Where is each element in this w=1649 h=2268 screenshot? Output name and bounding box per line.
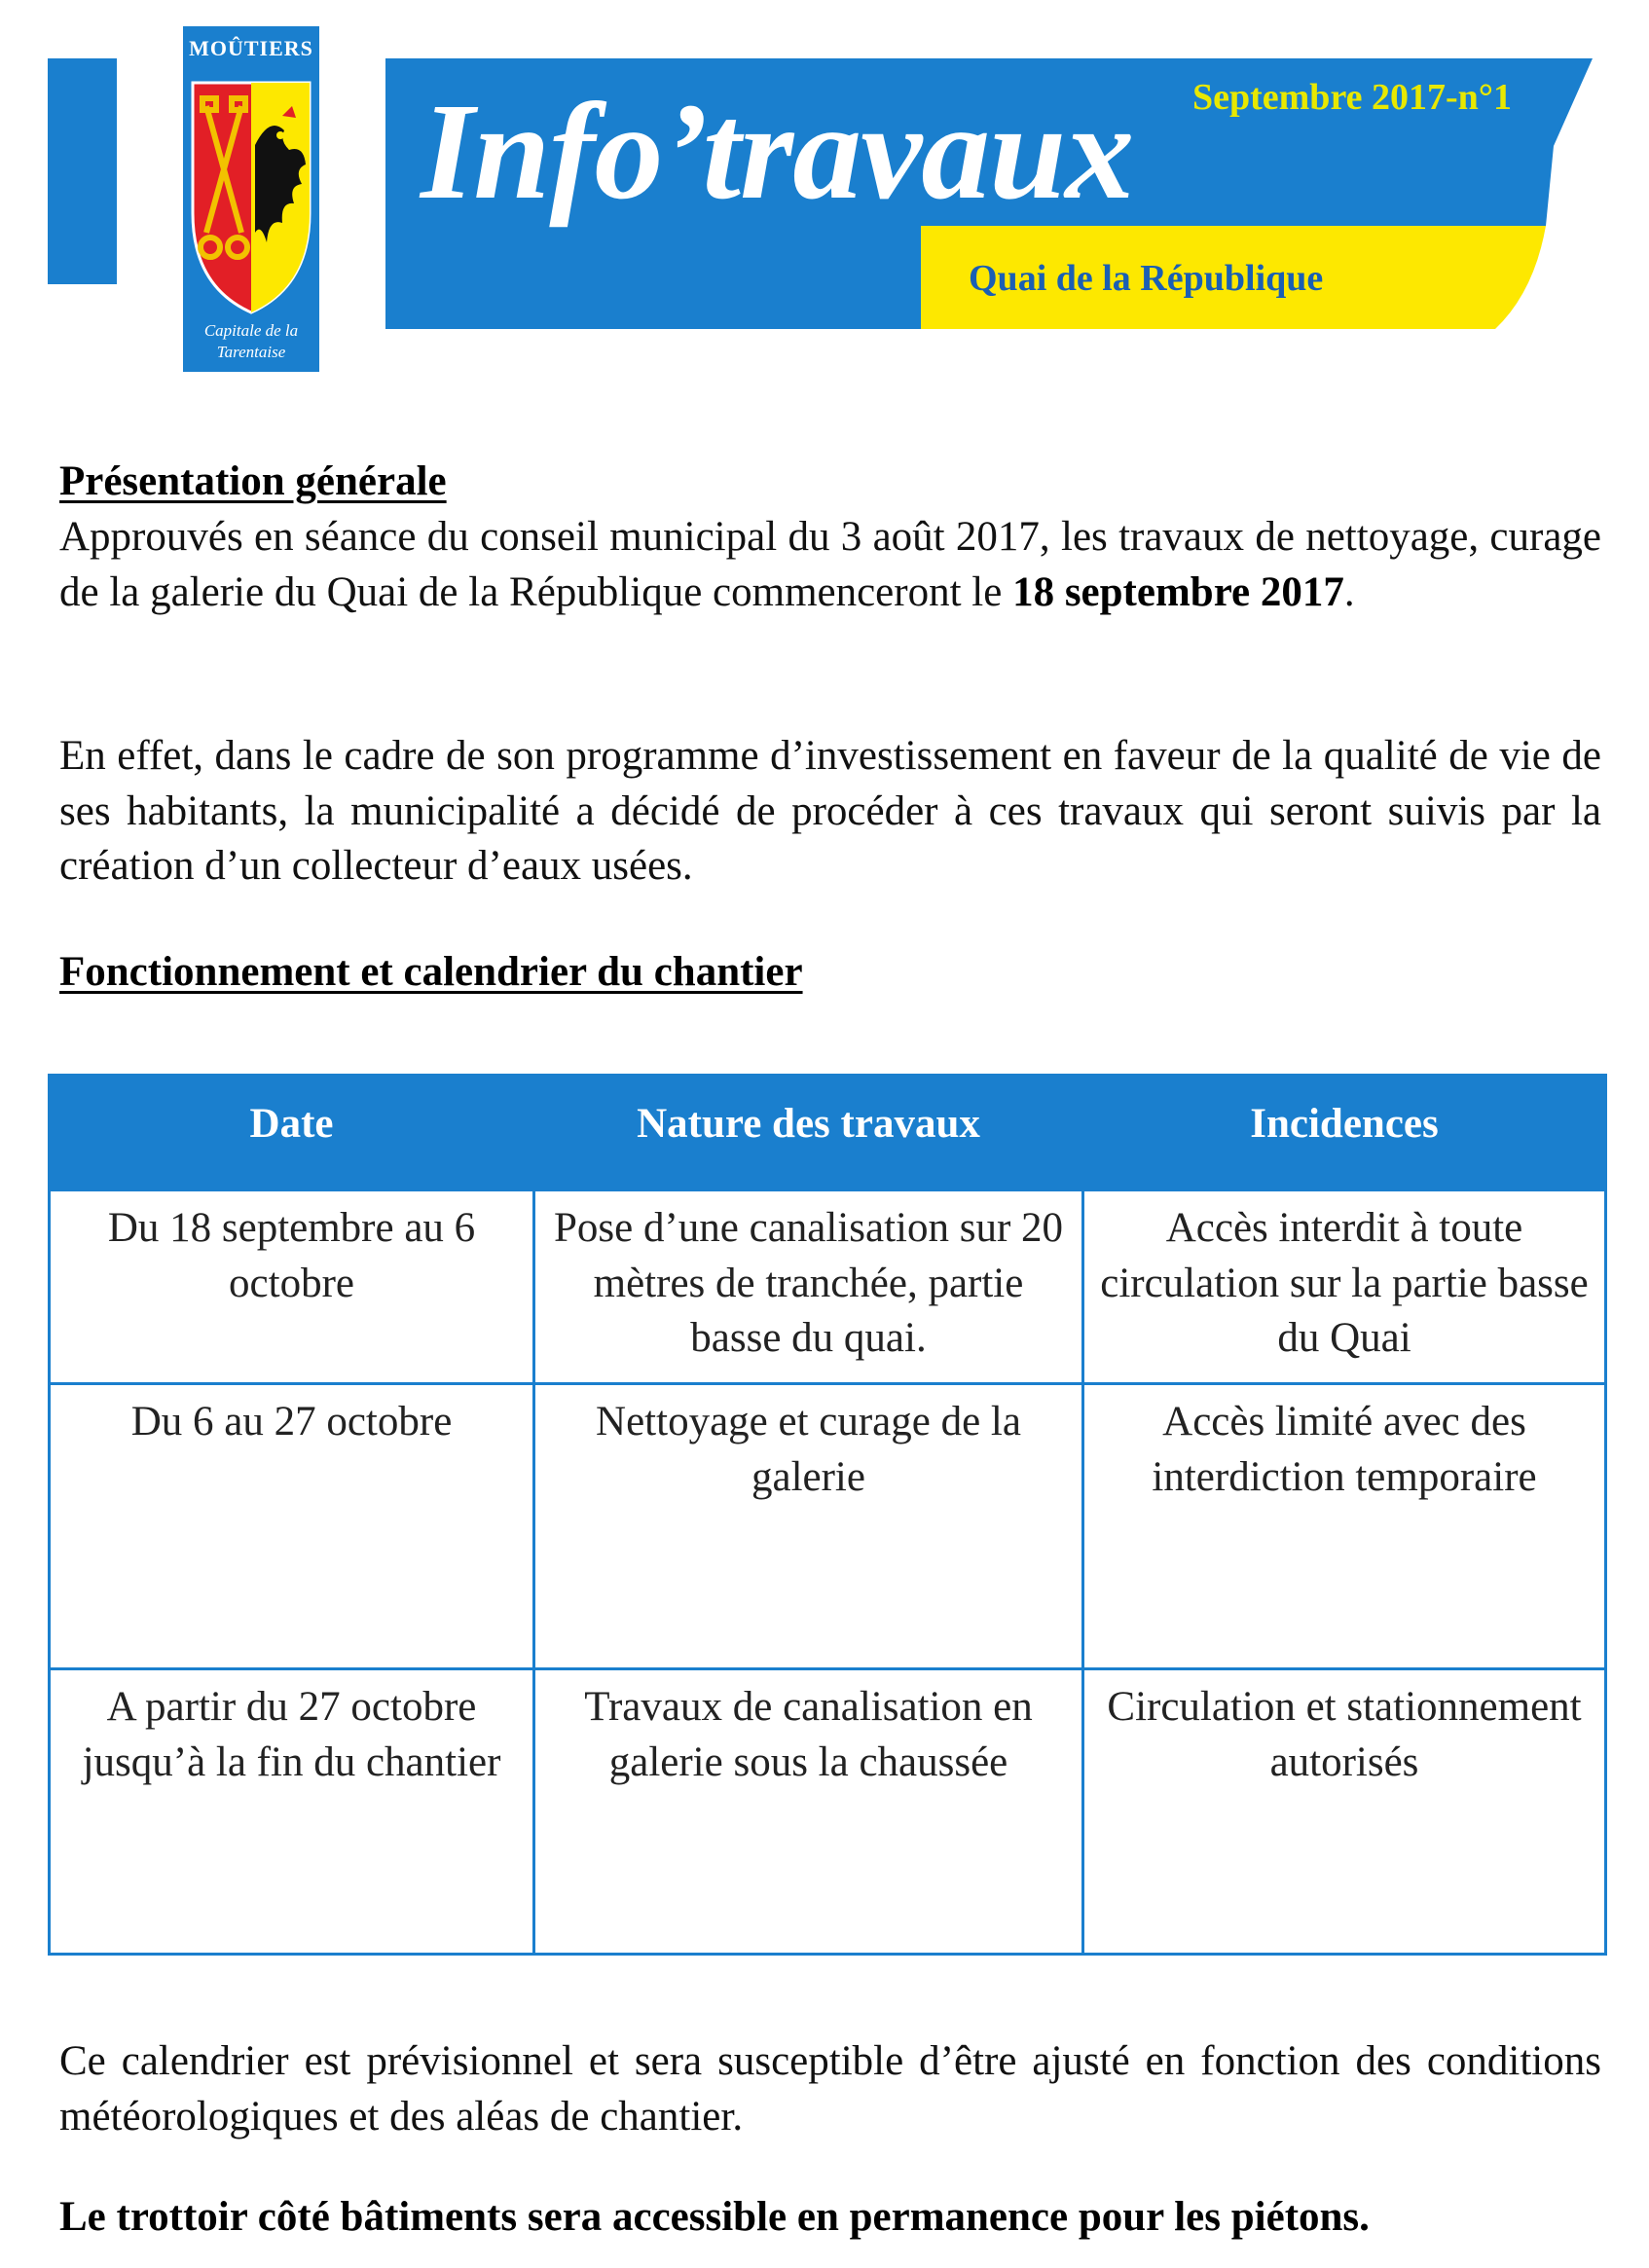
page-title: Info’travaux <box>421 74 1134 228</box>
cell-nature: Pose d’une canalisation sur 20 mètres de tranchée, partie basse du quai. <box>534 1190 1083 1384</box>
shield-emblem <box>187 77 315 345</box>
table-row <box>50 1669 1606 1955</box>
crest-motto <box>183 320 319 363</box>
table-header-row <box>50 1076 1606 1190</box>
paragraph-forecast-note: Ce calendrier est prévisionnel et sera susceptible d’être ajusté en fonction des conditions météorologiques et des aléas de chantier. <box>59 2038 1601 2140</box>
cell-incidence: Accès interdit à toute circulation sur la partie basse du Quai <box>1083 1190 1606 1384</box>
paragraph-intro-end: . <box>1343 568 1355 615</box>
cell-incidence: Circulation et stationnement autorisés <box>1083 1669 1606 1955</box>
column-header-date: Date <box>50 1076 534 1190</box>
cell-date: Du 6 au 27 octobre <box>50 1384 534 1669</box>
town-crest <box>183 26 319 372</box>
paragraph-intro <box>59 510 1601 620</box>
cell-nature: Travaux de canalisation en galerie sous la chaussée <box>534 1669 1083 1955</box>
table-row <box>50 1190 1606 1384</box>
left-blue-bar <box>48 58 117 284</box>
crest-motto-line1: Capitale de la <box>203 321 299 340</box>
column-header-nature: Nature des travaux <box>534 1076 1083 1190</box>
cell-date: Du 18 septembre au 6 octobre <box>50 1190 534 1384</box>
crest-motto-line2: Tarentaise <box>216 343 286 361</box>
paragraph-context: En effet, dans le cadre de son programme d’investissement en faveur de la qualité de vie de ses habitants, la municipalité a décidé de procéder à ces travaux qui seront suivis par la création d’un collecteur d’eaux usées. <box>59 733 1601 889</box>
cell-nature: Nettoyage et curage de la galerie <box>534 1384 1083 1669</box>
issue-label: Septembre 2017-n°1 <box>1192 77 1512 118</box>
section-heading-schedule: Fonctionnement et calendrier du chantier <box>59 949 803 995</box>
column-header-incidences: Incidences <box>1083 1076 1606 1190</box>
paragraph-pedestrian-access: Le trottoir côté bâtiments sera accessible en permanence pour les piétons. <box>59 2194 1370 2240</box>
section-heading-presentation: Présentation générale <box>59 458 447 504</box>
start-date: 18 septembre 2017 <box>1012 568 1344 615</box>
paragraph-intro-text: Approuvés en séance du conseil municipal du 3 août 2017, les travaux de nettoyage, curage de la galerie du Quai de la République commenceront le <box>59 514 1601 615</box>
cell-date: A partir du 27 octobre jusqu’à la fin du chantier <box>50 1669 534 1955</box>
cell-incidence: Accès limité avec des interdiction temporaire <box>1083 1384 1606 1669</box>
crest-town-name: MOÛTIERS <box>189 36 313 60</box>
page-subtitle: Quai de la République <box>969 258 1324 299</box>
table-row <box>50 1384 1606 1669</box>
schedule-table <box>48 1074 1607 1956</box>
